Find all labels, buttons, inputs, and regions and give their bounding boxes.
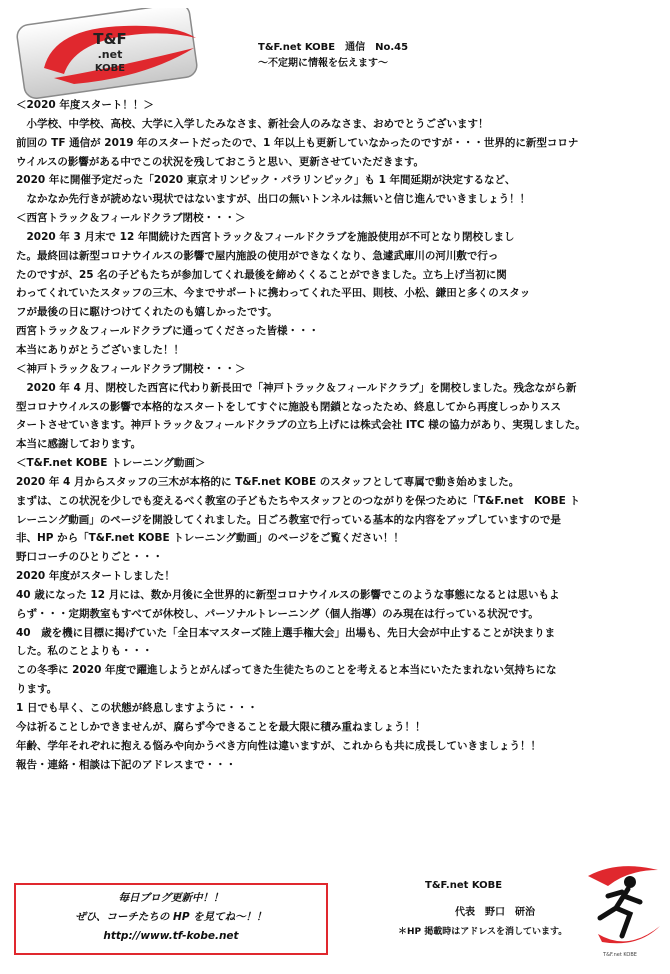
body-line: らず・・・定期教室もすべてが休校し、パーソナルトレーニング（個人指導）のみ現在は行っている状況です。 (16, 607, 539, 620)
body-line: この冬季に 2020 年度で躍進しようとがんばってきた生徒たちのことを考えると本当にいたたまれない気持ちにな (16, 664, 557, 677)
body-line: 型コロナウイルスの影響で本格的なスタートをしてすぐに施設も閉鎖となったため、終息してから再度しっかりスス (16, 400, 561, 413)
body-line: ＜T&F.net KOBE トレーニング動画＞ (16, 457, 206, 470)
body-line: ＜西宮トラック＆フィールドクラブ閉校・・・＞ (16, 212, 246, 225)
signature-note: ＊HP 掲載時はアドレスを消しています。 (398, 927, 568, 937)
body-line: わってくれていたスタッフの三木、今までサポートに携わってくれた平田、則枝、小松、鎌田と多くのスタッ (16, 287, 531, 300)
body-line: 40 歳を機に目標に掲げていた「全日本マスターズ陸上選手権大会」出場も、先日大会が中止することが決まりま (16, 626, 556, 639)
body-line: なかなか先行きが読めない現状ではないますが、出口の無いトンネルは無いと信じ進んでいきましょう！！ (16, 193, 531, 206)
body-line: ＜神戸トラック＆フィールドクラブ開校・・・＞ (16, 362, 246, 375)
newsletter-title: T&F.net KOBE 通信 No.45 (258, 42, 409, 53)
logo-line2: .net (97, 48, 123, 61)
signature-org: T&F.net KOBE (425, 880, 503, 891)
body-line: 今は祈ることしかできませんが、腐らず今できることを最大限に積み重ねましょう！！ (16, 720, 426, 733)
runner-logo (578, 856, 662, 962)
body-line: 年齢、学年それぞれに抱える悩みや向かうべき方向性は違いますが、これからも共に成長していきましょう！！ (16, 739, 541, 752)
body-line: 40 歳になった 12 月には、数か月後に全世界的に新型コロナウイルスの影響でこのような事態になるとは思いもよ (16, 588, 560, 601)
body-line: 2020 年 4 月、閉校した西宮に代わり新長田で「神戸トラック＆フィールドクラブ」を開校しました。残念ながら新 (16, 381, 577, 394)
runner-logo-caption: T&F.net KOBE (603, 952, 637, 958)
notice-url: http://www.tf-kobe.net (103, 930, 239, 942)
body-line: 本当にありがとうございました！！ (16, 343, 184, 356)
logo-line1: T&F (93, 30, 127, 48)
tf-net-kobe-logo (14, 8, 214, 100)
body-line: 2020 年 4 月からスタッフの三木が本格的に T&F.net KOBE のスタッフとして専属で動き始めました。 (16, 475, 520, 488)
body-line: 小学校、中学校、高校、大学に入学したみなさま、新社会人のみなさま、おめでとうございます！ (16, 117, 489, 130)
body-line: ＜2020 年度スタート！！＞ (16, 99, 154, 111)
body-line: レーニング動画」のページを開設してくれました。日ごろ教室で行っている基本的な内容をアップしていますので是 (16, 513, 561, 526)
body-line: まずは、この状況を少しでも変えるべく教室の子どもたちやスタッフとのつながりを保つために「T&F.net KOBE ト (16, 494, 580, 507)
body-line: タートさせていきます。神戸トラック＆フィールドクラブの立ち上げには株式会社 ITC 様の協力があり、実現しました。 (16, 419, 586, 432)
body-line: ります。 (16, 683, 58, 696)
body-line: した。私のことよりも・・・ (16, 645, 153, 658)
body-line: 2020 年 3 月末で 12 年間続けた西宮トラック＆フィールドクラブを施設使用が不可となり閉校しまし (16, 230, 515, 243)
body-line: 前回の TF 通信が 2019 年のスタートだったので、1 年以上も更新していなかったのですが・・・世界的に新型コロナ (16, 136, 579, 149)
newsletter-header (258, 40, 408, 72)
notice-line-2: ぜひ、コーチたちの HP を見てね～！！ (75, 911, 267, 923)
notice-line-1: 毎日ブログ更新中！！ (118, 892, 224, 904)
newsletter-subtitle: ～不定期に情報を伝えます～ (258, 58, 388, 69)
signature-rep: 代表 野口 研治 (455, 907, 535, 918)
body-line: 報告・連絡・相談は下記のアドレスまで・・・ (16, 758, 237, 771)
body-line: 西宮トラック＆フィールドクラブに通ってくださった皆様・・・ (16, 325, 320, 338)
body-line: ウイルスの影響がある中でこの状況を残しておこうと思い、更新させていただきます。 (16, 155, 425, 168)
body-line: 1 日でも早く、この状態が終息しますように・・・ (16, 702, 258, 714)
body-line: 野口コーチのひとりごと・・・ (16, 551, 163, 564)
body-line: フが最後の日に駆けつけてくれたのも嬉しかったです。 (16, 306, 278, 319)
blog-notice-box (14, 883, 328, 955)
body-line: た。最終回は新型コロナウイルスの影響で屋内施設の使用ができなくなり、急遽武庫川の河川敷で行っ (16, 249, 499, 262)
body-line: 2020 年度がスタートしました！ (16, 570, 175, 583)
body-line: 非、HP から「T&F.net KOBE トレーニング動画」のページをご覧ください！！ (16, 532, 404, 545)
body-line: たのですが、25 名の子どもたちが参加してくれ最後を締めくくることができました。立ち上げ当初に関 (16, 268, 507, 281)
body-line: 本当に感謝しております。 (16, 438, 142, 451)
logo-line3: KOBE (94, 63, 126, 74)
body-line: 2020 年に開催予定だった「2020 東京オリンピック・パラリンピック」も 1 年間延期が決定するなど、 (16, 174, 516, 187)
newsletter-body (16, 96, 660, 774)
